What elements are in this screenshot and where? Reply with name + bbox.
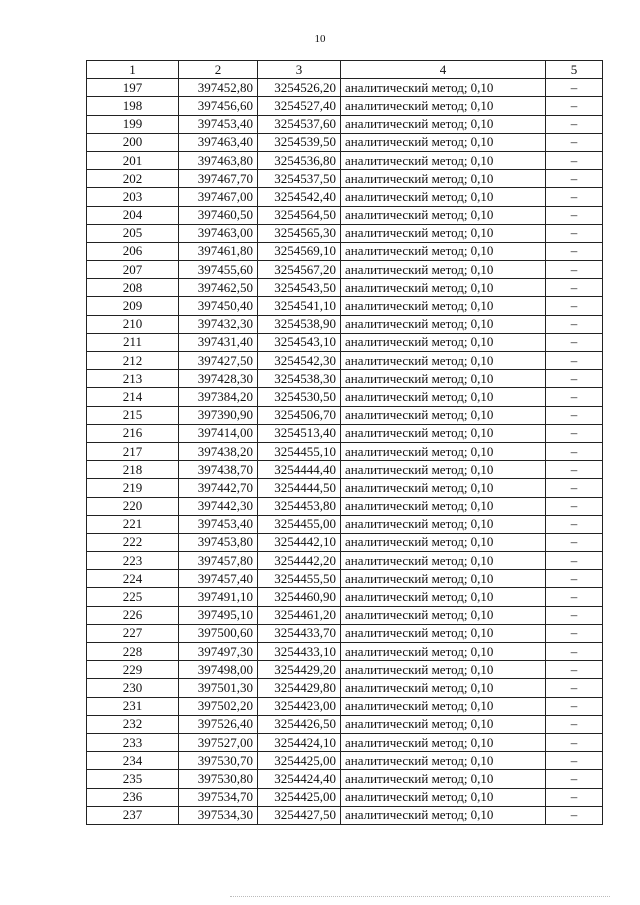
point-number-cell: 232 bbox=[87, 715, 179, 733]
point-number-cell: 210 bbox=[87, 315, 179, 333]
column-header-3: 3 bbox=[258, 61, 341, 79]
x-coordinate-cell: 397467,00 bbox=[179, 188, 258, 206]
note-cell: – bbox=[546, 643, 603, 661]
method-accuracy-cell: аналитический метод; 0,10 bbox=[341, 406, 546, 424]
y-coordinate-cell: 3254513,40 bbox=[258, 424, 341, 442]
y-coordinate-cell: 3254461,20 bbox=[258, 606, 341, 624]
y-coordinate-cell: 3254506,70 bbox=[258, 406, 341, 424]
table-row bbox=[87, 315, 603, 333]
column-header-1: 1 bbox=[87, 61, 179, 79]
note-cell: – bbox=[546, 588, 603, 606]
note-cell: – bbox=[546, 697, 603, 715]
point-number-cell: 199 bbox=[87, 115, 179, 133]
method-accuracy-cell: аналитический метод; 0,10 bbox=[341, 279, 546, 297]
point-number-cell: 205 bbox=[87, 224, 179, 242]
y-coordinate-cell: 3254424,40 bbox=[258, 770, 341, 788]
note-cell: – bbox=[546, 752, 603, 770]
point-number-cell: 211 bbox=[87, 333, 179, 351]
table-row bbox=[87, 333, 603, 351]
y-coordinate-cell: 3254569,10 bbox=[258, 242, 341, 260]
note-cell: – bbox=[546, 806, 603, 824]
y-coordinate-cell: 3254537,50 bbox=[258, 170, 341, 188]
note-cell: – bbox=[546, 297, 603, 315]
x-coordinate-cell: 397453,40 bbox=[179, 115, 258, 133]
table-row bbox=[87, 79, 603, 97]
y-coordinate-cell: 3254539,50 bbox=[258, 133, 341, 151]
note-cell: – bbox=[546, 206, 603, 224]
table-row bbox=[87, 479, 603, 497]
point-number-cell: 204 bbox=[87, 206, 179, 224]
x-coordinate-cell: 397491,10 bbox=[179, 588, 258, 606]
table-row bbox=[87, 279, 603, 297]
point-number-cell: 225 bbox=[87, 588, 179, 606]
method-accuracy-cell: аналитический метод; 0,10 bbox=[341, 315, 546, 333]
x-coordinate-cell: 397501,30 bbox=[179, 679, 258, 697]
note-cell: – bbox=[546, 733, 603, 751]
point-number-cell: 224 bbox=[87, 570, 179, 588]
note-cell: – bbox=[546, 261, 603, 279]
method-accuracy-cell: аналитический метод; 0,10 bbox=[341, 788, 546, 806]
method-accuracy-cell: аналитический метод; 0,10 bbox=[341, 224, 546, 242]
point-number-cell: 206 bbox=[87, 242, 179, 260]
table-row bbox=[87, 661, 603, 679]
x-coordinate-cell: 397495,10 bbox=[179, 606, 258, 624]
method-accuracy-cell: аналитический метод; 0,10 bbox=[341, 133, 546, 151]
point-number-cell: 201 bbox=[87, 151, 179, 169]
method-accuracy-cell: аналитический метод; 0,10 bbox=[341, 188, 546, 206]
y-coordinate-cell: 3254567,20 bbox=[258, 261, 341, 279]
method-accuracy-cell: аналитический метод; 0,10 bbox=[341, 606, 546, 624]
note-cell: – bbox=[546, 406, 603, 424]
y-coordinate-cell: 3254530,50 bbox=[258, 388, 341, 406]
x-coordinate-cell: 397526,40 bbox=[179, 715, 258, 733]
y-coordinate-cell: 3254543,10 bbox=[258, 333, 341, 351]
method-accuracy-cell: аналитический метод; 0,10 bbox=[341, 533, 546, 551]
point-number-cell: 236 bbox=[87, 788, 179, 806]
note-cell: – bbox=[546, 442, 603, 460]
y-coordinate-cell: 3254455,50 bbox=[258, 570, 341, 588]
x-coordinate-cell: 397438,20 bbox=[179, 442, 258, 460]
y-coordinate-cell: 3254527,40 bbox=[258, 97, 341, 115]
note-cell: – bbox=[546, 552, 603, 570]
point-number-cell: 208 bbox=[87, 279, 179, 297]
y-coordinate-cell: 3254444,50 bbox=[258, 479, 341, 497]
y-coordinate-cell: 3254542,40 bbox=[258, 188, 341, 206]
point-number-cell: 230 bbox=[87, 679, 179, 697]
method-accuracy-cell: аналитический метод; 0,10 bbox=[341, 588, 546, 606]
method-accuracy-cell: аналитический метод; 0,10 bbox=[341, 697, 546, 715]
point-number-cell: 216 bbox=[87, 424, 179, 442]
table-row bbox=[87, 533, 603, 551]
note-cell: – bbox=[546, 606, 603, 624]
table-row bbox=[87, 370, 603, 388]
table-row bbox=[87, 242, 603, 260]
y-coordinate-cell: 3254537,60 bbox=[258, 115, 341, 133]
note-cell: – bbox=[546, 79, 603, 97]
y-coordinate-cell: 3254429,80 bbox=[258, 679, 341, 697]
note-cell: – bbox=[546, 352, 603, 370]
footer-scan-marks bbox=[230, 896, 610, 900]
y-coordinate-cell: 3254424,10 bbox=[258, 733, 341, 751]
method-accuracy-cell: аналитический метод; 0,10 bbox=[341, 552, 546, 570]
point-number-cell: 223 bbox=[87, 552, 179, 570]
table-row bbox=[87, 188, 603, 206]
method-accuracy-cell: аналитический метод; 0,10 bbox=[341, 733, 546, 751]
method-accuracy-cell: аналитический метод; 0,10 bbox=[341, 806, 546, 824]
table-row bbox=[87, 770, 603, 788]
note-cell: – bbox=[546, 151, 603, 169]
point-number-cell: 214 bbox=[87, 388, 179, 406]
point-number-cell: 228 bbox=[87, 643, 179, 661]
note-cell: – bbox=[546, 370, 603, 388]
point-number-cell: 218 bbox=[87, 461, 179, 479]
table-row bbox=[87, 715, 603, 733]
y-coordinate-cell: 3254429,20 bbox=[258, 661, 341, 679]
method-accuracy-cell: аналитический метод; 0,10 bbox=[341, 370, 546, 388]
y-coordinate-cell: 3254453,80 bbox=[258, 497, 341, 515]
x-coordinate-cell: 397453,80 bbox=[179, 533, 258, 551]
method-accuracy-cell: аналитический метод; 0,10 bbox=[341, 461, 546, 479]
x-coordinate-cell: 397534,30 bbox=[179, 806, 258, 824]
y-coordinate-cell: 3254564,50 bbox=[258, 206, 341, 224]
x-coordinate-cell: 397467,70 bbox=[179, 170, 258, 188]
table-row bbox=[87, 643, 603, 661]
note-cell: – bbox=[546, 479, 603, 497]
x-coordinate-cell: 397442,70 bbox=[179, 479, 258, 497]
table-row bbox=[87, 788, 603, 806]
x-coordinate-cell: 397463,40 bbox=[179, 133, 258, 151]
method-accuracy-cell: аналитический метод; 0,10 bbox=[341, 770, 546, 788]
y-coordinate-cell: 3254542,30 bbox=[258, 352, 341, 370]
y-coordinate-cell: 3254526,20 bbox=[258, 79, 341, 97]
note-cell: – bbox=[546, 770, 603, 788]
x-coordinate-cell: 397530,70 bbox=[179, 752, 258, 770]
method-accuracy-cell: аналитический метод; 0,10 bbox=[341, 515, 546, 533]
x-coordinate-cell: 397450,40 bbox=[179, 297, 258, 315]
x-coordinate-cell: 397432,30 bbox=[179, 315, 258, 333]
point-number-cell: 198 bbox=[87, 97, 179, 115]
table-header-row bbox=[87, 61, 603, 79]
note-cell: – bbox=[546, 170, 603, 188]
x-coordinate-cell: 397460,50 bbox=[179, 206, 258, 224]
y-coordinate-cell: 3254565,30 bbox=[258, 224, 341, 242]
point-number-cell: 234 bbox=[87, 752, 179, 770]
note-cell: – bbox=[546, 570, 603, 588]
note-cell: – bbox=[546, 515, 603, 533]
table-row bbox=[87, 606, 603, 624]
method-accuracy-cell: аналитический метод; 0,10 bbox=[341, 297, 546, 315]
table-row bbox=[87, 352, 603, 370]
point-number-cell: 209 bbox=[87, 297, 179, 315]
page-number: 10 bbox=[314, 33, 326, 45]
table-row bbox=[87, 224, 603, 242]
x-coordinate-cell: 397438,70 bbox=[179, 461, 258, 479]
point-number-cell: 197 bbox=[87, 79, 179, 97]
x-coordinate-cell: 397530,80 bbox=[179, 770, 258, 788]
point-number-cell: 215 bbox=[87, 406, 179, 424]
y-coordinate-cell: 3254423,00 bbox=[258, 697, 341, 715]
point-number-cell: 219 bbox=[87, 479, 179, 497]
table-row bbox=[87, 151, 603, 169]
method-accuracy-cell: аналитический метод; 0,10 bbox=[341, 752, 546, 770]
note-cell: – bbox=[546, 188, 603, 206]
table-row bbox=[87, 624, 603, 642]
y-coordinate-cell: 3254444,40 bbox=[258, 461, 341, 479]
table-row bbox=[87, 497, 603, 515]
y-coordinate-cell: 3254538,30 bbox=[258, 370, 341, 388]
y-coordinate-cell: 3254433,10 bbox=[258, 643, 341, 661]
table-row bbox=[87, 97, 603, 115]
note-cell: – bbox=[546, 224, 603, 242]
method-accuracy-cell: аналитический метод; 0,10 bbox=[341, 424, 546, 442]
method-accuracy-cell: аналитический метод; 0,10 bbox=[341, 643, 546, 661]
table-row bbox=[87, 697, 603, 715]
table-row bbox=[87, 133, 603, 151]
x-coordinate-cell: 397534,70 bbox=[179, 788, 258, 806]
method-accuracy-cell: аналитический метод; 0,10 bbox=[341, 242, 546, 260]
note-cell: – bbox=[546, 333, 603, 351]
method-accuracy-cell: аналитический метод; 0,10 bbox=[341, 261, 546, 279]
method-accuracy-cell: аналитический метод; 0,10 bbox=[341, 352, 546, 370]
method-accuracy-cell: аналитический метод; 0,10 bbox=[341, 442, 546, 460]
point-number-cell: 237 bbox=[87, 806, 179, 824]
y-coordinate-cell: 3254455,10 bbox=[258, 442, 341, 460]
method-accuracy-cell: аналитический метод; 0,10 bbox=[341, 115, 546, 133]
x-coordinate-cell: 397457,80 bbox=[179, 552, 258, 570]
table-row bbox=[87, 588, 603, 606]
table-row bbox=[87, 442, 603, 460]
table-body bbox=[87, 79, 603, 825]
method-accuracy-cell: аналитический метод; 0,10 bbox=[341, 661, 546, 679]
coordinates-table bbox=[86, 60, 603, 825]
point-number-cell: 227 bbox=[87, 624, 179, 642]
method-accuracy-cell: аналитический метод; 0,10 bbox=[341, 170, 546, 188]
x-coordinate-cell: 397463,80 bbox=[179, 151, 258, 169]
table-row bbox=[87, 424, 603, 442]
y-coordinate-cell: 3254543,50 bbox=[258, 279, 341, 297]
table-row bbox=[87, 552, 603, 570]
table-row bbox=[87, 170, 603, 188]
y-coordinate-cell: 3254536,80 bbox=[258, 151, 341, 169]
x-coordinate-cell: 397457,40 bbox=[179, 570, 258, 588]
point-number-cell: 207 bbox=[87, 261, 179, 279]
x-coordinate-cell: 397442,30 bbox=[179, 497, 258, 515]
note-cell: – bbox=[546, 533, 603, 551]
x-coordinate-cell: 397502,20 bbox=[179, 697, 258, 715]
table-row bbox=[87, 115, 603, 133]
point-number-cell: 229 bbox=[87, 661, 179, 679]
note-cell: – bbox=[546, 661, 603, 679]
column-header-2: 2 bbox=[179, 61, 258, 79]
table-row bbox=[87, 733, 603, 751]
note-cell: – bbox=[546, 715, 603, 733]
point-number-cell: 222 bbox=[87, 533, 179, 551]
y-coordinate-cell: 3254538,90 bbox=[258, 315, 341, 333]
note-cell: – bbox=[546, 679, 603, 697]
x-coordinate-cell: 397414,00 bbox=[179, 424, 258, 442]
note-cell: – bbox=[546, 388, 603, 406]
x-coordinate-cell: 397455,60 bbox=[179, 261, 258, 279]
table-row bbox=[87, 752, 603, 770]
method-accuracy-cell: аналитический метод; 0,10 bbox=[341, 497, 546, 515]
note-cell: – bbox=[546, 315, 603, 333]
x-coordinate-cell: 397427,50 bbox=[179, 352, 258, 370]
table-row bbox=[87, 570, 603, 588]
method-accuracy-cell: аналитический метод; 0,10 bbox=[341, 570, 546, 588]
table-row bbox=[87, 406, 603, 424]
x-coordinate-cell: 397462,50 bbox=[179, 279, 258, 297]
y-coordinate-cell: 3254442,20 bbox=[258, 552, 341, 570]
point-number-cell: 217 bbox=[87, 442, 179, 460]
y-coordinate-cell: 3254460,90 bbox=[258, 588, 341, 606]
x-coordinate-cell: 397498,00 bbox=[179, 661, 258, 679]
point-number-cell: 202 bbox=[87, 170, 179, 188]
table-row bbox=[87, 261, 603, 279]
x-coordinate-cell: 397390,90 bbox=[179, 406, 258, 424]
x-coordinate-cell: 397461,80 bbox=[179, 242, 258, 260]
method-accuracy-cell: аналитический метод; 0,10 bbox=[341, 97, 546, 115]
note-cell: – bbox=[546, 788, 603, 806]
y-coordinate-cell: 3254541,10 bbox=[258, 297, 341, 315]
point-number-cell: 235 bbox=[87, 770, 179, 788]
point-number-cell: 212 bbox=[87, 352, 179, 370]
note-cell: – bbox=[546, 242, 603, 260]
table-row bbox=[87, 461, 603, 479]
method-accuracy-cell: аналитический метод; 0,10 bbox=[341, 206, 546, 224]
table-row bbox=[87, 297, 603, 315]
method-accuracy-cell: аналитический метод; 0,10 bbox=[341, 624, 546, 642]
point-number-cell: 200 bbox=[87, 133, 179, 151]
point-number-cell: 226 bbox=[87, 606, 179, 624]
note-cell: – bbox=[546, 497, 603, 515]
point-number-cell: 221 bbox=[87, 515, 179, 533]
note-cell: – bbox=[546, 133, 603, 151]
point-number-cell: 220 bbox=[87, 497, 179, 515]
column-header-5: 5 bbox=[546, 61, 603, 79]
x-coordinate-cell: 397527,00 bbox=[179, 733, 258, 751]
y-coordinate-cell: 3254426,50 bbox=[258, 715, 341, 733]
x-coordinate-cell: 397431,40 bbox=[179, 333, 258, 351]
method-accuracy-cell: аналитический метод; 0,10 bbox=[341, 333, 546, 351]
method-accuracy-cell: аналитический метод; 0,10 bbox=[341, 388, 546, 406]
method-accuracy-cell: аналитический метод; 0,10 bbox=[341, 151, 546, 169]
y-coordinate-cell: 3254425,00 bbox=[258, 752, 341, 770]
table-row bbox=[87, 515, 603, 533]
method-accuracy-cell: аналитический метод; 0,10 bbox=[341, 679, 546, 697]
y-coordinate-cell: 3254433,70 bbox=[258, 624, 341, 642]
table-row bbox=[87, 806, 603, 824]
column-header-4: 4 bbox=[341, 61, 546, 79]
note-cell: – bbox=[546, 279, 603, 297]
y-coordinate-cell: 3254427,50 bbox=[258, 806, 341, 824]
x-coordinate-cell: 397497,30 bbox=[179, 643, 258, 661]
y-coordinate-cell: 3254442,10 bbox=[258, 533, 341, 551]
table-row bbox=[87, 679, 603, 697]
note-cell: – bbox=[546, 97, 603, 115]
point-number-cell: 233 bbox=[87, 733, 179, 751]
table-row bbox=[87, 388, 603, 406]
y-coordinate-cell: 3254425,00 bbox=[258, 788, 341, 806]
x-coordinate-cell: 397500,60 bbox=[179, 624, 258, 642]
x-coordinate-cell: 397452,80 bbox=[179, 79, 258, 97]
x-coordinate-cell: 397384,20 bbox=[179, 388, 258, 406]
table-row bbox=[87, 206, 603, 224]
note-cell: – bbox=[546, 115, 603, 133]
point-number-cell: 203 bbox=[87, 188, 179, 206]
point-number-cell: 231 bbox=[87, 697, 179, 715]
x-coordinate-cell: 397456,60 bbox=[179, 97, 258, 115]
y-coordinate-cell: 3254455,00 bbox=[258, 515, 341, 533]
note-cell: – bbox=[546, 461, 603, 479]
method-accuracy-cell: аналитический метод; 0,10 bbox=[341, 79, 546, 97]
point-number-cell: 213 bbox=[87, 370, 179, 388]
note-cell: – bbox=[546, 624, 603, 642]
method-accuracy-cell: аналитический метод; 0,10 bbox=[341, 479, 546, 497]
x-coordinate-cell: 397428,30 bbox=[179, 370, 258, 388]
x-coordinate-cell: 397463,00 bbox=[179, 224, 258, 242]
method-accuracy-cell: аналитический метод; 0,10 bbox=[341, 715, 546, 733]
x-coordinate-cell: 397453,40 bbox=[179, 515, 258, 533]
note-cell: – bbox=[546, 424, 603, 442]
